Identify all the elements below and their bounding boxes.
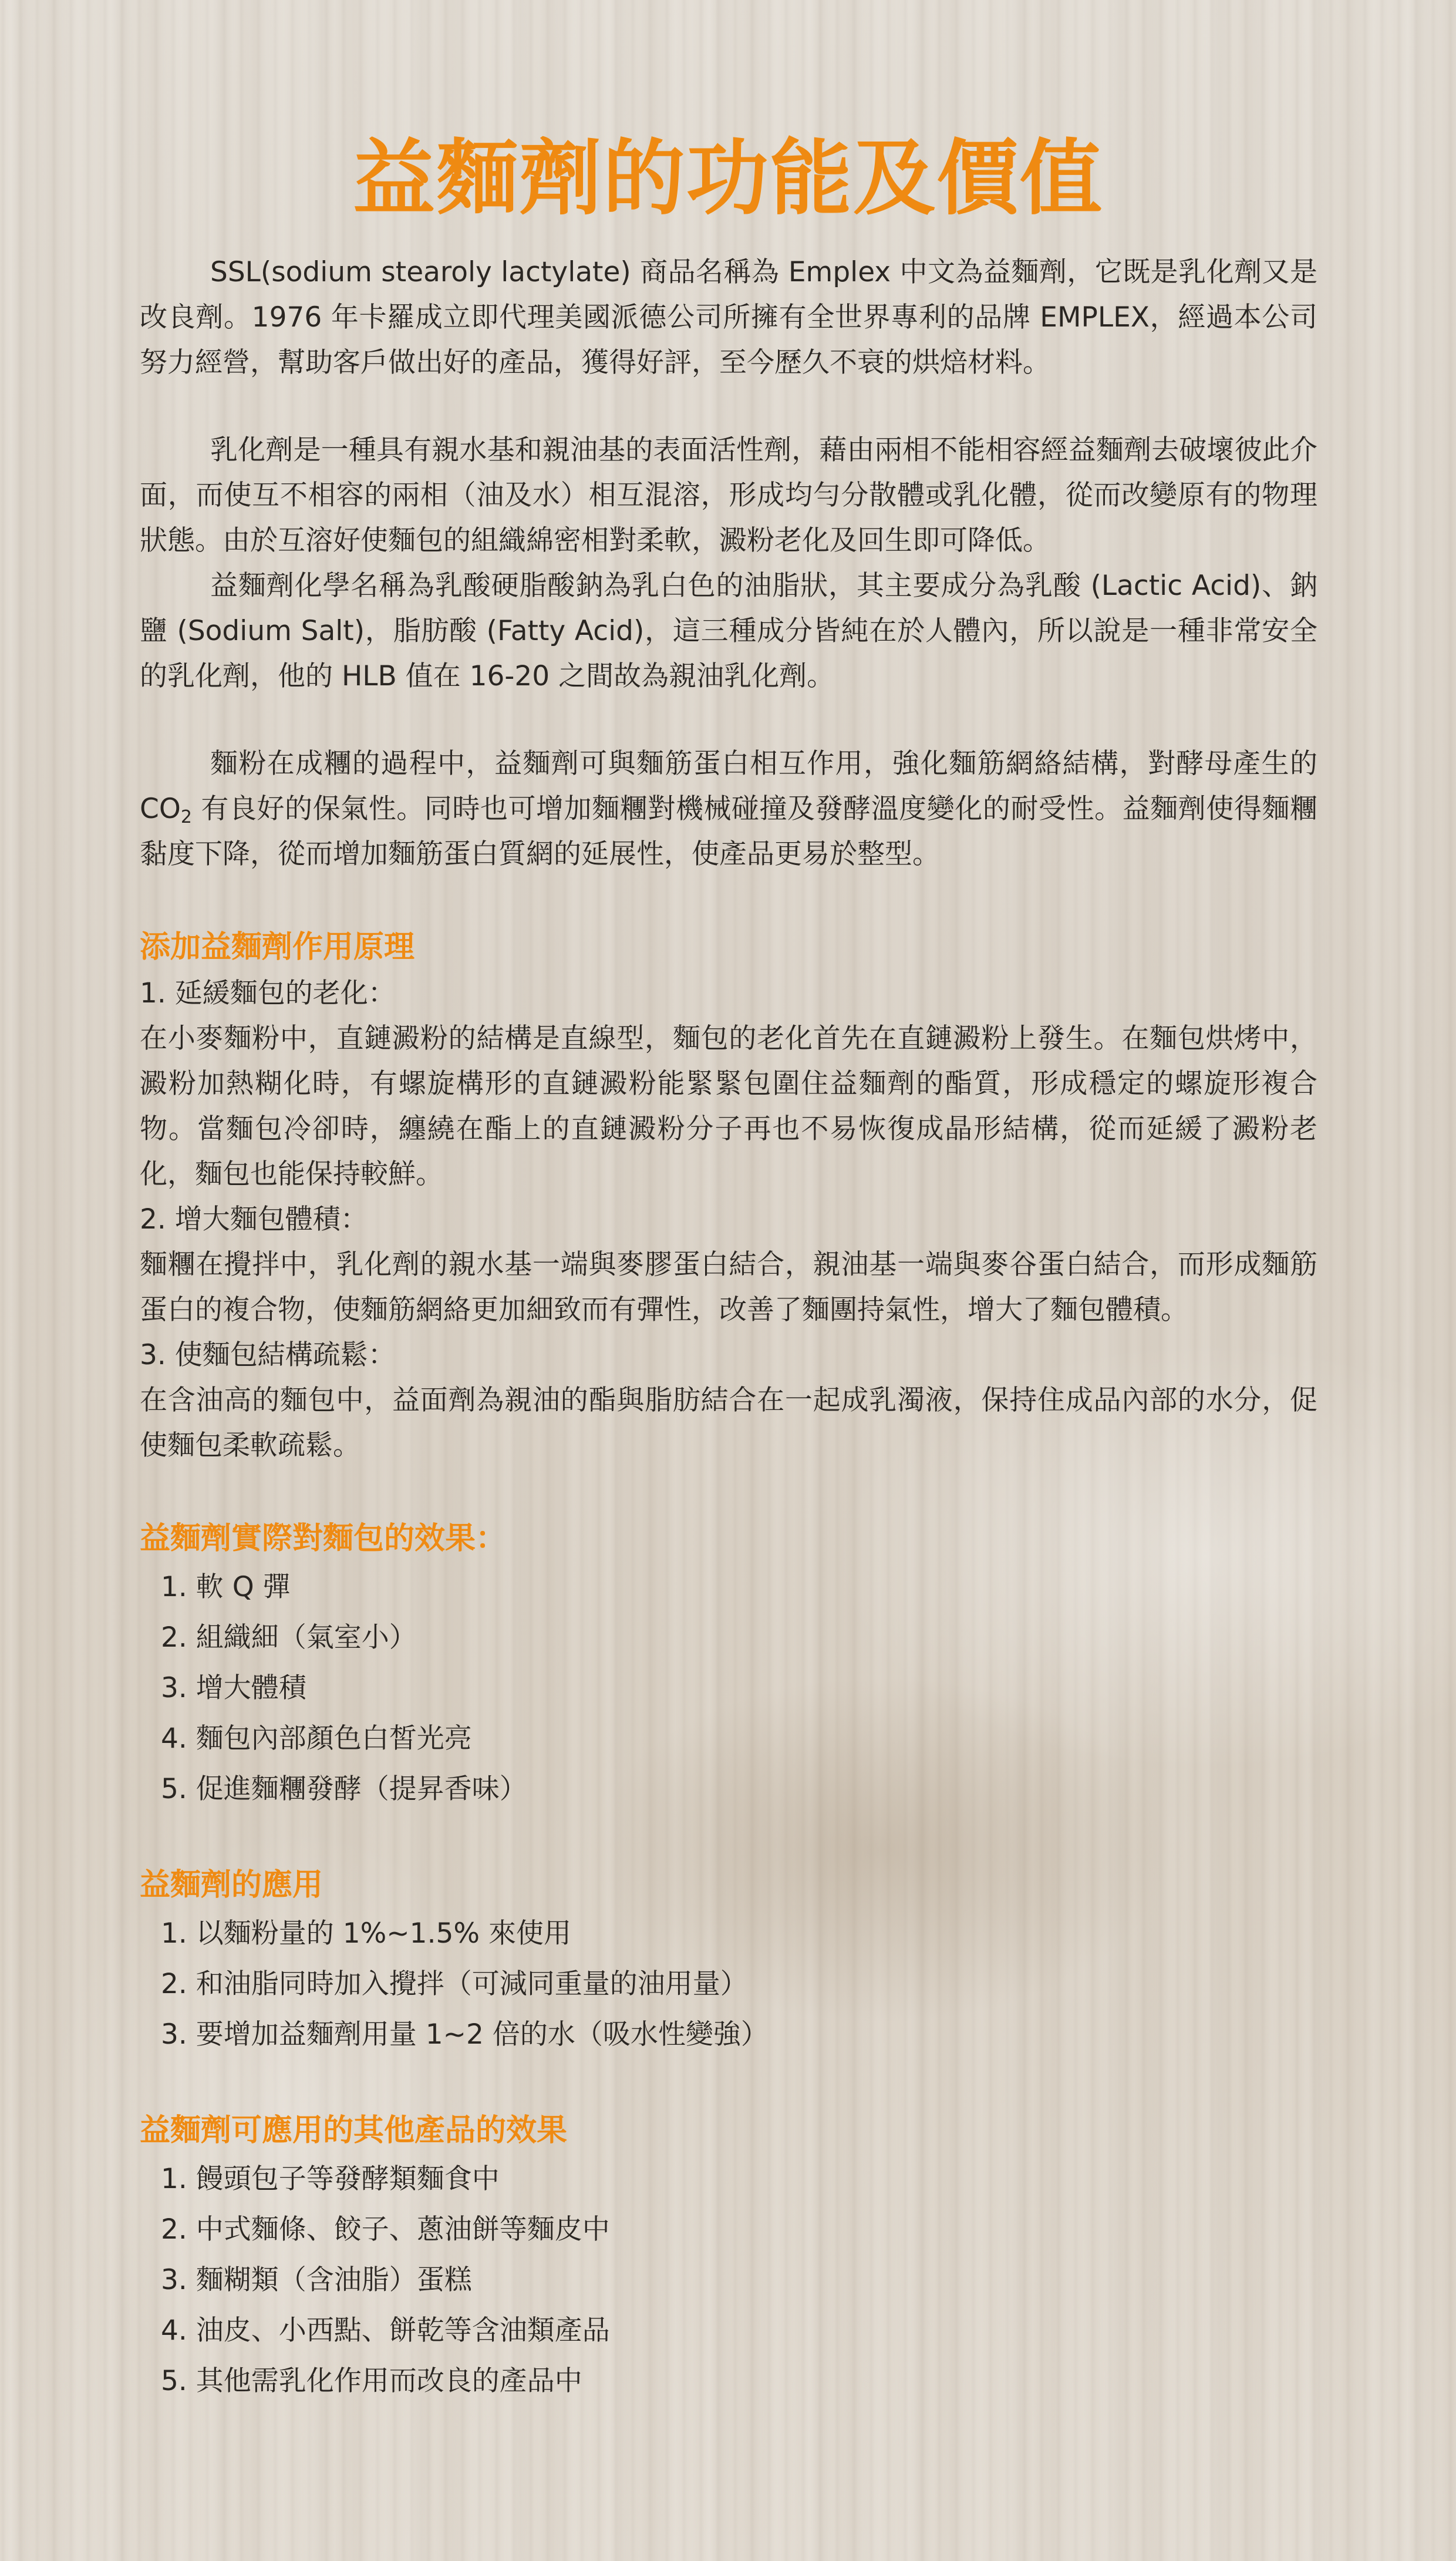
principle-item-title: 3. 使麵包結構疏鬆： xyxy=(140,1339,396,1371)
intro-paragraph-4-text-a: 麵粉在成糰的過程中，益麵劑可與麵筋蛋白相互作用，強化麵筋網絡結構，對酵母產生的 CO xyxy=(140,748,1317,825)
intro-paragraph-3: 益麵劑化學名稱為乳酸硬脂酸鈉為乳白色的油脂狀，其主要成分為乳酸 (Lactic Acid)、鈉鹽 (Sodium Salt)，脂肪酸 (Fatty Acid)，這三種成分皆純在於人體內，所以說是一種非常安全的乳化劑，他的 HLB 值在 16-20 之間故為親油乳化劑。 xyxy=(140,570,1317,692)
principle-item-title: 2. 增大麵包體積： xyxy=(140,1203,368,1236)
effects-list-item: 3. 增大體積 xyxy=(161,1672,306,1704)
principle-item-title: 1. 延緩麵包的老化： xyxy=(140,977,396,1009)
other-products-list-item: 4. 油皮、小西點、餅乾等含油類產品 xyxy=(161,2314,610,2347)
usage-list-item: 1. 以麵粉量的 1%~1.5% 來使用 xyxy=(161,1917,572,1950)
effects-list-item: 4. 麵包內部顏色白皙光亮 xyxy=(161,1722,472,1755)
effects-list-item: 2. 組織細（氣室小） xyxy=(161,1621,417,1654)
principle-item-body: 在小麥麵粉中，直鏈澱粉的結構是直線型，麵包的老化首先在直鏈澱粉上發生。在麵包烘烤中，澱粉加熱糊化時，有螺旋構形的直鏈澱粉能緊緊包圍住益麵劑的酯質，形成穩定的螺旋形複合物。當麵包冷卻時，纏繞在酯上的直鏈澱粉分子再也不易恢復成晶形結構，從而延緩了澱粉老化，麵包也能保持較鮮。 xyxy=(140,1022,1317,1190)
principle-item-body: 在含油高的麵包中，益面劑為親油的酯與脂肪結合在一起成乳濁液，保持住成品內部的水分，促使麵包柔軟疏鬆。 xyxy=(140,1384,1317,1462)
other-products-list-item: 5. 其他需乳化作用而改良的產品中 xyxy=(161,2365,582,2397)
co2-subscript: 2 xyxy=(180,807,192,827)
page-title: 益麵劑的功能及價值 xyxy=(352,131,1103,227)
usage-list-item: 2. 和油脂同時加入攪拌（可減同重量的油用量） xyxy=(161,1968,748,2000)
intro-paragraph-2: 乳化劑是一種具有親水基和親油基的表面活性劑，藉由兩相不能相容經益麵劑去破壞彼此介面，而使互不相容的兩相（油及水）相互混溶，形成均勻分散體或乳化體，從而改變原有的物理狀態。由於互溶好使麵包的組織綿密相對柔軟，澱粉老化及回生即可降低。 xyxy=(140,434,1317,557)
section-heading-effects: 益麵劑實際對麵包的效果： xyxy=(140,1521,507,1556)
usage-list-item: 3. 要增加益麵劑用量 1~2 倍的水（吸水性變強） xyxy=(161,2018,769,2051)
other-products-list-item: 1. 饅頭包子等發酵類麵食中 xyxy=(161,2163,500,2195)
intro-paragraph-1: SSL(sodium stearoly lactylate) 商品名稱為 Emplex 中文為益麵劑，它既是乳化劑又是改良劑。1976 年卡羅成立即代理美國派德公司所擁有全世界專利的品牌 EMPLEX，經過本公司努力經營，幫助客戶做出好的產品，獲得好評，至今歷久不衰的烘焙材料。 xyxy=(140,256,1317,379)
principle-item-body: 麵糰在攪拌中，乳化劑的親水基一端與麥膠蛋白結合，親油基一端與麥谷蛋白結合，而形成麵筋蛋白的複合物，使麵筋網絡更加細致而有彈性，改善了麵團持氣性，增大了麵包體積。 xyxy=(140,1248,1317,1326)
article-body xyxy=(140,250,1317,2407)
effects-list-item: 5. 促進麵糰發酵（提昇香味） xyxy=(161,1773,527,1805)
section-heading-other-products: 益麵劑可應用的其他產品的效果 xyxy=(140,2113,568,2148)
intro-paragraph-4 xyxy=(140,741,1317,877)
intro-paragraph-4-text-b: 有良好的保氣性。同時也可增加麵糰對機械碰撞及發酵溫度變化的耐受性。益麵劑使得麵糰黏度下降，從而增加麵筋蛋白質網的延展性，使產品更易於整型。 xyxy=(140,793,1317,870)
effects-list-item: 1. 軟 Q 彈 xyxy=(161,1571,291,1603)
section-heading-principle: 添加益麵劑作用原理 xyxy=(140,930,415,965)
other-products-list-item: 3. 麵糊類（含油脂）蛋糕 xyxy=(161,2264,472,2296)
section-heading-usage: 益麵劑的應用 xyxy=(140,1867,323,1903)
other-products-list-item: 2. 中式麵條、餃子、蔥油餅等麵皮中 xyxy=(161,2213,610,2246)
